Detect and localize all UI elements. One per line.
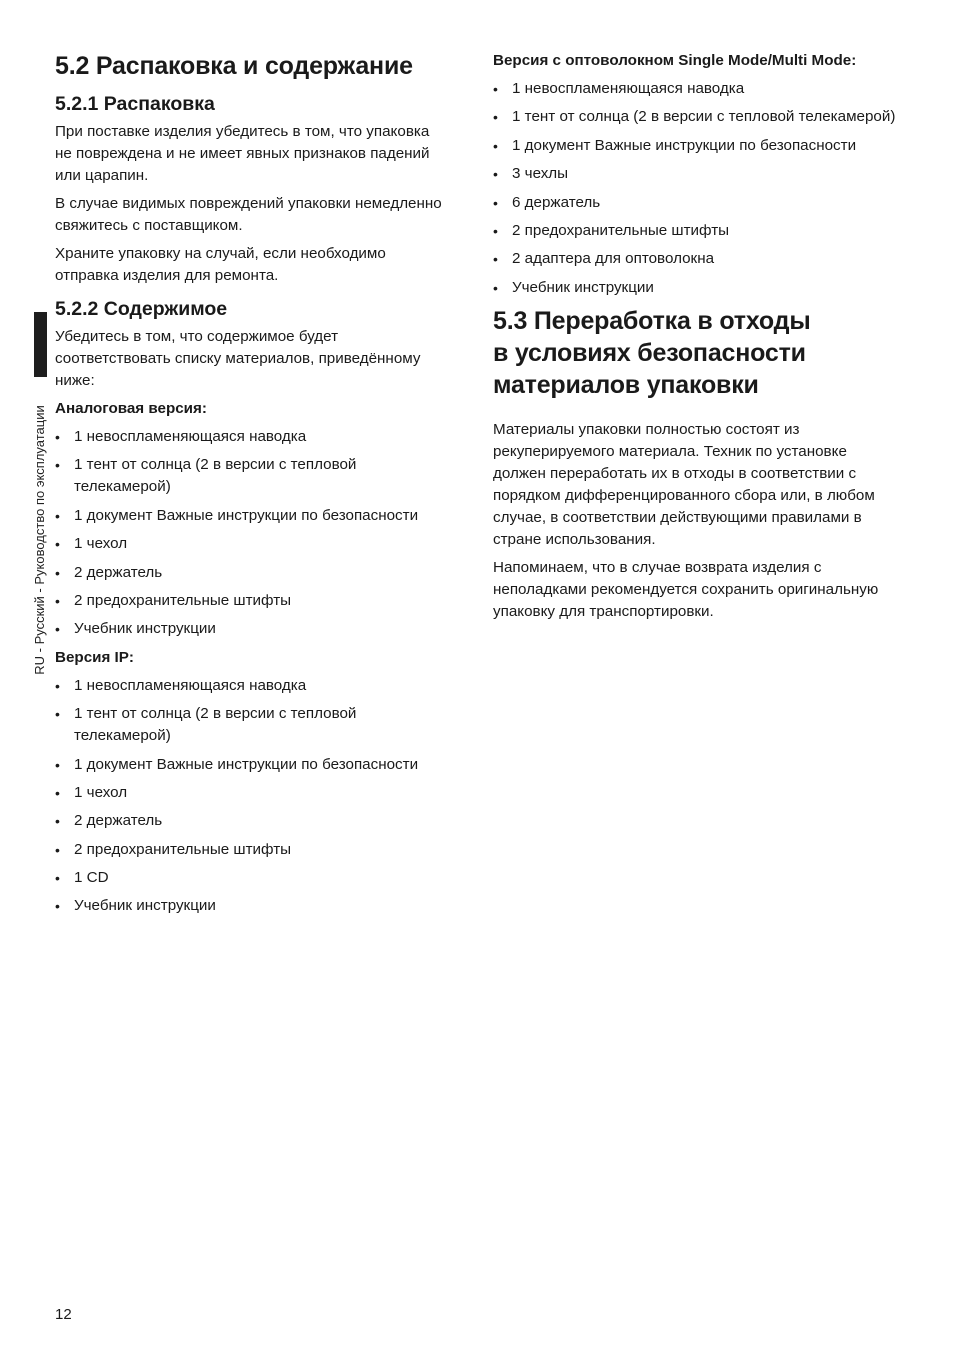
left-column (55, 50, 445, 924)
page-number: 12 (55, 1306, 72, 1323)
list-item (55, 533, 445, 555)
list-item-text: 1 чехол (74, 535, 128, 553)
list-item-text: Учебник инструкции (512, 278, 654, 296)
section-title-line: в условиях безопасности (493, 339, 806, 368)
bullet-icon: • (55, 898, 60, 915)
bullet-icon: • (55, 841, 60, 858)
list-item-text: 2 адаптера для оптоволокна (512, 250, 715, 268)
bullet-icon: • (493, 222, 498, 239)
list-item-text: 1 документ Важные инструкции по безопасности (74, 506, 419, 524)
list-item (493, 277, 903, 299)
list-item (55, 754, 445, 776)
list-item (493, 248, 903, 270)
list-item (493, 163, 903, 185)
list-item (55, 505, 445, 527)
bullet-icon: • (493, 251, 498, 268)
list-item-text: 1 невоспламеняющаяся наводка (74, 676, 307, 694)
recycling-paragraph: Материалы упаковки полностью состоят из рекуперируемого материала. Техник по установке должен переработать их в отходы в соответствии с порядком дифференцированного сбора или, в любом случае, в соответствии действующими правилами в стране использования. (493, 421, 875, 549)
bullet-icon: • (493, 81, 498, 97)
list-item-text: 2 предохранительные штифты (512, 221, 730, 239)
list-item (55, 454, 445, 498)
bullet-icon: • (55, 564, 60, 581)
list-item (55, 867, 445, 889)
list-item (55, 562, 445, 584)
list-item-text: 1 невоспламеняющаяся наводка (74, 428, 307, 445)
list-item (493, 106, 903, 128)
ip-items-list (55, 675, 445, 918)
list-item-text: 1 документ Важные инструкции по безопасности (512, 136, 857, 154)
list-item (55, 782, 445, 804)
bullet-icon: • (55, 621, 60, 638)
list-item-text: 3 чехлы (512, 165, 569, 183)
unpacking-paragraph: В случае видимых повреждений упаковки немедленно свяжитесь с поставщиком. (55, 195, 442, 234)
list-item-text: 1 документ Важные инструкции по безопасности (74, 755, 419, 773)
section-title-line: материалов упаковки (493, 371, 759, 400)
list-item-text: 1 CD (74, 869, 109, 887)
unpacking-paragraph: При поставке изделия убедитесь в том, что упаковка не повреждена и не имеет явных признаков падений или царапин. (55, 123, 430, 184)
list-item (55, 426, 445, 448)
bullet-icon: • (55, 870, 60, 887)
analog-version-label: Аналоговая версия: (55, 400, 207, 417)
bullet-icon: • (55, 677, 60, 694)
bullet-icon: • (55, 706, 60, 723)
list-item-text: 2 держатель (74, 563, 163, 581)
list-item (493, 192, 903, 214)
bullet-icon: • (493, 279, 498, 296)
bullet-icon: • (493, 166, 498, 183)
bullet-icon: • (55, 813, 60, 830)
list-item-text: 2 держатель (74, 812, 163, 830)
list-item (55, 590, 445, 612)
bullet-icon: • (493, 109, 498, 126)
bullet-icon: • (55, 429, 60, 445)
subsection-title-contents: 5.2.2 Содержимое (55, 298, 228, 320)
list-item (493, 220, 903, 242)
bullet-icon: • (55, 457, 60, 474)
contents-intro: Убедитесь в том, что содержимое будет соответствовать списку материалов, приведённому ниже: (55, 328, 421, 389)
fiber-items-list (493, 78, 903, 299)
section-title-5-3 (493, 305, 903, 401)
side-tab-marker (34, 312, 47, 377)
section-title-line: 5.3 Переработка в отходы (493, 307, 811, 336)
recycling-paragraph: Напоминаем, что в случае возврата изделия с неполадками рекомендуется сохранить оригинальную упаковку для транспортировки. (493, 559, 879, 621)
fiber-version-label: Версия с оптоволокном Single Mode/Multi Mode: (493, 52, 857, 69)
bullet-icon: • (55, 592, 60, 609)
list-item (55, 618, 445, 640)
side-tab-label: RU - Русский - Руководство по эксплуатации (32, 405, 47, 675)
ip-version-label: Версия IP: (55, 648, 134, 666)
list-item (55, 839, 445, 861)
unpacking-paragraph: Храните упаковку на случай, если необходимо отправка изделия для ремонта. (55, 245, 386, 284)
list-item-text: Учебник инструкции (74, 897, 216, 915)
bullet-icon: • (55, 507, 60, 524)
list-item-text: Учебник инструкции (74, 620, 216, 638)
bullet-icon: • (55, 756, 60, 773)
section-title-5-2: 5.2 Распаковка и содержание (55, 52, 413, 80)
bullet-icon: • (493, 194, 498, 211)
list-item-text: 6 держатель (512, 193, 601, 211)
bullet-icon: • (55, 536, 60, 553)
list-item (55, 810, 445, 832)
list-item (55, 703, 445, 747)
right-column (493, 50, 903, 629)
list-item (493, 78, 903, 100)
list-item-text: 2 предохранительные штифты (74, 840, 292, 858)
analog-items-list (55, 426, 445, 640)
bullet-icon: • (493, 137, 498, 154)
list-item (55, 675, 445, 697)
list-item-text: 1 тент от солнца (2 в версии с тепловой телекамерой) (74, 705, 357, 745)
list-item-text: 1 тент от солнца (2 в версии с тепловой телекамерой) (512, 108, 896, 126)
list-item-text: 1 тент от солнца (2 в версии с тепловой телекамерой) (74, 456, 357, 496)
subsection-title-unpacking: 5.2.1 Распаковка (55, 93, 215, 115)
list-item (493, 135, 903, 157)
bullet-icon: • (55, 784, 60, 801)
list-item-text: 2 предохранительные штифты (74, 591, 292, 609)
list-item-text: 1 невоспламеняющаяся наводка (512, 80, 745, 97)
list-item (55, 895, 445, 917)
list-item-text: 1 чехол (74, 783, 128, 801)
